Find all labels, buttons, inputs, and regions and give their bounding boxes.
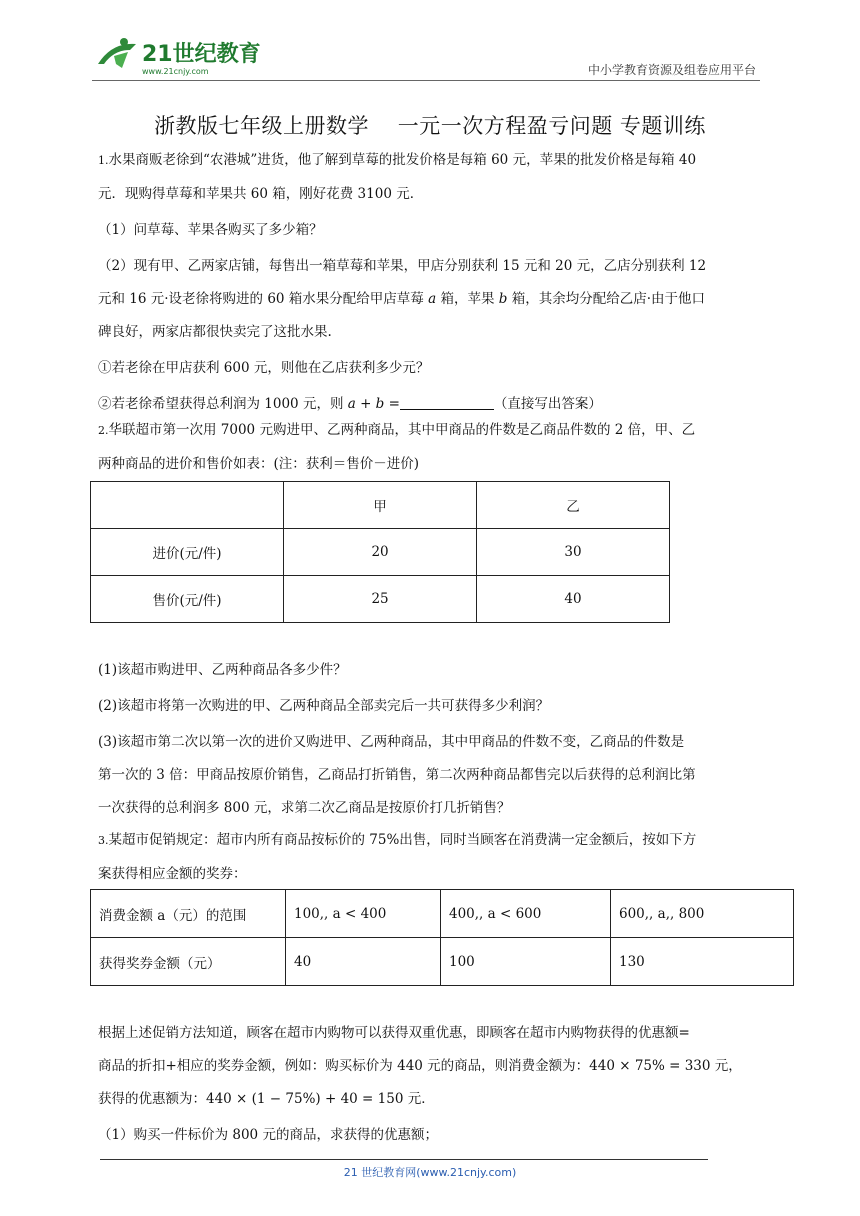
table-cell: 售价(元/件) (91, 576, 284, 623)
price-table (90, 481, 670, 623)
q1-part2-line3: 碑良好，两家店都很快卖完了这批水果. (98, 324, 332, 340)
table-cell: 乙 (477, 482, 670, 529)
q3-line1: 某超市促销规定：超市内所有商品按标价的 75%出售，同时当顾客在消费满一定金额后，按如下方 (108, 832, 697, 848)
q1-line2: 元．现购得草莓和苹果共 60 箱，刚好花费 3100 元． (98, 186, 424, 202)
table-cell: 甲 (284, 482, 477, 529)
q3-after2: 商品的折扣+相应的奖券金额，例如：购买标价为 440 元的商品，则消费金额为：440 × 75% = 330 元， (98, 1058, 742, 1074)
table-cell: 40 (286, 938, 441, 986)
footer-link[interactable]: 21 世纪教育网(www.21cnjy.com) (343, 1166, 517, 1179)
question-2 (98, 420, 778, 474)
header-divider (92, 80, 760, 81)
table-cell: 进价(元/件) (91, 529, 284, 576)
q3-after3: 获得的优惠额为：440 × (1 − 75%) + 40 = 150 元． (98, 1091, 435, 1107)
table-cell: 20 (284, 529, 477, 576)
q2-sub3-line1: (3)该超市第二次以第一次的进价又购进甲、乙两种商品，其中甲商品的件数不变，乙商品的件数是 (98, 734, 685, 750)
q1-sub1: ①若老徐在甲店获利 600 元，则他在乙店获利多少元？ (98, 360, 430, 376)
q3-after1: 根据上述促销方法知道，顾客在超市内购物可以获得双重优惠，即顾客在超市内购物获得的优惠额= (98, 1025, 690, 1041)
svg-text:21世纪教育: 21世纪教育 (142, 42, 261, 67)
q3-line2: 案获得相应金额的奖券： (98, 866, 247, 882)
table-cell (91, 482, 284, 529)
q1-part2-line1: （2）现有甲、乙两家店铺，每售出一箱草莓和苹果，甲店分别获利 15 元和 20 元，乙店分别获利 12 (98, 258, 707, 274)
q2-number: 2. (98, 424, 109, 437)
footer-divider (100, 1159, 708, 1160)
q1-part2-line2: 元和 16 元·设老徐将购进的 60 箱水果分配给甲店草莓 a 箱，苹果 b 箱，其余均分配给乙店·由于他口 (98, 291, 706, 307)
table-cell: 400,, a < 600 (441, 890, 611, 938)
table-cell: 130 (611, 938, 794, 986)
table-cell: 600,, a,, 800 (611, 890, 794, 938)
question-2-parts (98, 660, 778, 818)
logo-icon (92, 34, 262, 78)
page-title: 浙教版七年级上册数学 一元一次方程盈亏问题 专题训练 (154, 114, 706, 138)
table-row (91, 529, 670, 576)
table-row (91, 938, 794, 986)
q1-number: 1. (98, 154, 109, 167)
reward-table (90, 889, 794, 986)
q2-line1: 华联超市第一次用 7000 元购进甲、乙两种商品，其中甲商品的件数是乙商品件数的 2 倍，甲、乙 (108, 422, 696, 438)
table-cell: 获得奖券金额（元） (91, 938, 286, 986)
table-cell: 100,, a < 400 (286, 890, 441, 938)
table-row (91, 482, 670, 529)
answer-blank (400, 395, 494, 410)
q3-sub1: （1）购买一件标价为 800 元的商品，求获得的优惠额； (98, 1127, 438, 1143)
question-1 (98, 150, 778, 414)
q2-sub3-line3: 一次获得的总利润多 800 元，求第二次乙商品是按原价打几折销售？ (98, 800, 511, 816)
q2-line2: 两种商品的进价和售价如表：(注：获利＝售价－进价) (98, 456, 420, 472)
question-3-explanation (98, 1023, 788, 1145)
q1-sub2: ②若老徐希望获得总利润为 1000 元，则 a + b = （直接写出答案） (98, 396, 602, 412)
table-cell: 100 (441, 938, 611, 986)
q2-sub3-line2: 第一次的 3 倍：甲商品按原价销售，乙商品打折销售，第二次两种商品都售完以后获得的总利润比第 (98, 767, 696, 783)
table-cell: 40 (477, 576, 670, 623)
table-row (91, 890, 794, 938)
page-header (0, 0, 860, 90)
table-cell: 25 (284, 576, 477, 623)
question-3 (98, 830, 778, 884)
q1-part1: （1）问草莓、苹果各购买了多少箱？ (98, 222, 323, 238)
table-row (91, 576, 670, 623)
svg-text:www.21cnjy.com: www.21cnjy.com (142, 67, 209, 76)
platform-text: 中小学教育资源及组卷应用平台 (587, 63, 756, 77)
q1-line1: 水果商贩老徐到“农港城”进货，他了解到草莓的批发价格是每箱 60 元，苹果的批发价格是每箱 40 (108, 152, 697, 168)
table-cell: 消费金额 a（元）的范围 (91, 890, 286, 938)
table-cell: 30 (477, 529, 670, 576)
q2-sub1: (1)该超市购进甲、乙两种商品各多少件？ (98, 662, 347, 678)
q2-sub2: (2)该超市将第一次购进的甲、乙两种商品全部卖完后一共可获得多少利润？ (98, 698, 550, 714)
q3-number: 3. (98, 834, 109, 847)
